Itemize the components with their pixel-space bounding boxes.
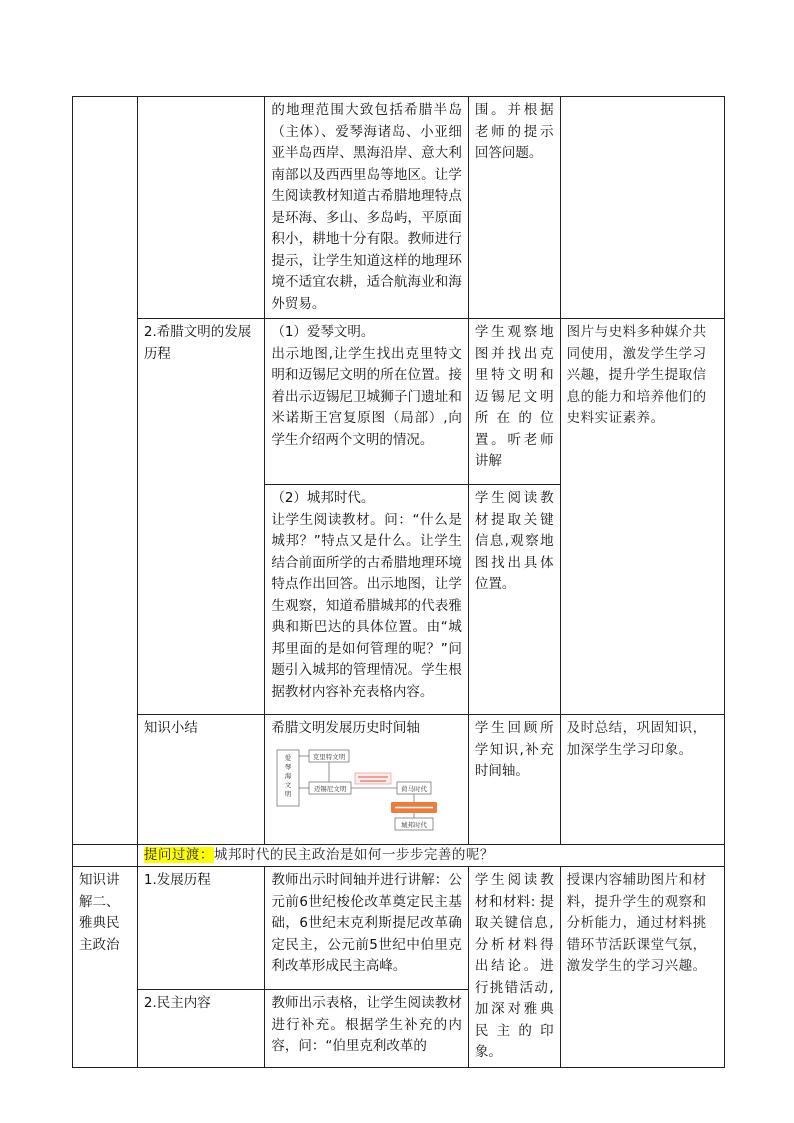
section-greek-development: 2.希腊文明的发展历程 [137, 319, 264, 715]
teacher-activity-democracy-content: 教师出示表格，让学生阅读教材进行补充。根据学生补充的内容，问：“伯里克利改革的 [265, 990, 469, 1067]
student-activity-athens: 学生阅读教材和材料: 提取关键信息,分析材料得出结论。进行挑错活动,加深对雅典民主的印象。 [468, 867, 560, 1068]
table-row [73, 867, 725, 990]
stage-athens-democracy: 知识讲解二、雅典民主政治 [73, 867, 138, 1068]
design-intent-empty [560, 97, 724, 319]
timeline-root-label: 爱琴海文明 [285, 753, 292, 798]
student-activity-citystate: 学生阅读教材提取关键信息,观察地图找出具体位置。 [468, 485, 560, 715]
transition-stage-empty [73, 845, 138, 867]
summary-timeline-caption: 希腊文明发展历史时间轴 [271, 720, 420, 736]
section-summary: 知识小结 [137, 715, 264, 845]
timeline-mycenae-label: 迈锡尼文明 [314, 784, 347, 793]
table-row [73, 715, 725, 845]
table-row [73, 97, 725, 319]
design-intent-greek-development: 图片与史料多种媒介共同使用，激发学生学习兴趣，提升学生提取信息的能力和培养他们的史料实证素养。 [560, 319, 724, 715]
timeline-homer-label: 荷马时代 [401, 784, 428, 793]
student-activity-aegean: 学生观察地图并找出克里特文明和迈锡尼文明所在的位置。听老师讲解 [468, 319, 560, 485]
section-athens-development: 1.发展历程 [137, 867, 264, 990]
design-intent-summary: 及时总结，巩固知识，加深学生学习印象。 [560, 715, 724, 845]
timeline-diagram [271, 746, 447, 834]
teacher-activity-athens-development: 教师出示时间轴并进行讲解：公元前6世纪梭伦改革奠定民主基础，6世纪末克利斯提尼改革确定民主，公元前5世纪中伯里克利改革形成民主高峰。 [265, 867, 469, 990]
student-activity-summary: 学生回顾所学知识,补充时间轴。 [468, 715, 560, 845]
table-row [73, 319, 725, 485]
timeline-citystate-label: 城邦时代 [401, 820, 428, 829]
teacher-activity-aegean: （1）爱琴文明。 出示地图,让学生找出克里特文明和迈锡尼文明的所在位置。接着出示迈锡尼卫城狮子门遗址和米诺斯王宫复原图（局部）,向学生介绍两个文明的情况。 [265, 319, 469, 485]
stage-cell-empty [73, 97, 138, 845]
section-cell-empty [137, 97, 264, 319]
section-democracy-content: 2.民主内容 [137, 990, 264, 1067]
teacher-activity-citystate: （2）城邦时代。 让学生阅读教材。问：“什么是城邦？”特点又是什么。让学生结合前面所学的古希腊地理环境特点作出回答。出示地图，让学生观察，知道希腊城邦的代表雅典和斯巴达的具体位置。由“城邦里面的是如何管理的呢？”问题引入城邦的管理情况。学生根据教材内容补充表格内容。 [265, 485, 469, 715]
transition-question [137, 845, 724, 867]
transition-label: 提问过渡： [143, 847, 214, 863]
student-activity-geography: 围。并根据老师的提示回答问题。 [468, 97, 560, 319]
design-intent-athens: 授课内容辅助图片和材料，提升学生的观察和分析能力，通过材料挑错环节活跃课堂气氛，激发学生的学习兴趣。 [560, 867, 724, 1068]
timeline-note-box [355, 773, 391, 784]
table-row [73, 845, 725, 867]
lesson-plan-table [72, 96, 725, 1068]
teacher-activity-geography: 的地理范围大致包括希腊半岛（主体）、爱琴海诸岛、小亚细亚半岛西岸、黑海沿岸、意大利南部以及西西里岛等地区。让学生阅读教材知道古希腊地理特点是环海、多山、多岛屿，平原面积小，耕地十分有限。教师进行提示，让学生知道这样的地理环境不适宜农耕，适合航海业和海外贸易。 [265, 97, 469, 319]
teacher-activity-summary [265, 715, 469, 845]
transition-text: 城邦时代的民主政治是如何一步步完善的呢？ [213, 847, 494, 863]
timeline-minoan-label: 克里特文明 [313, 752, 346, 761]
